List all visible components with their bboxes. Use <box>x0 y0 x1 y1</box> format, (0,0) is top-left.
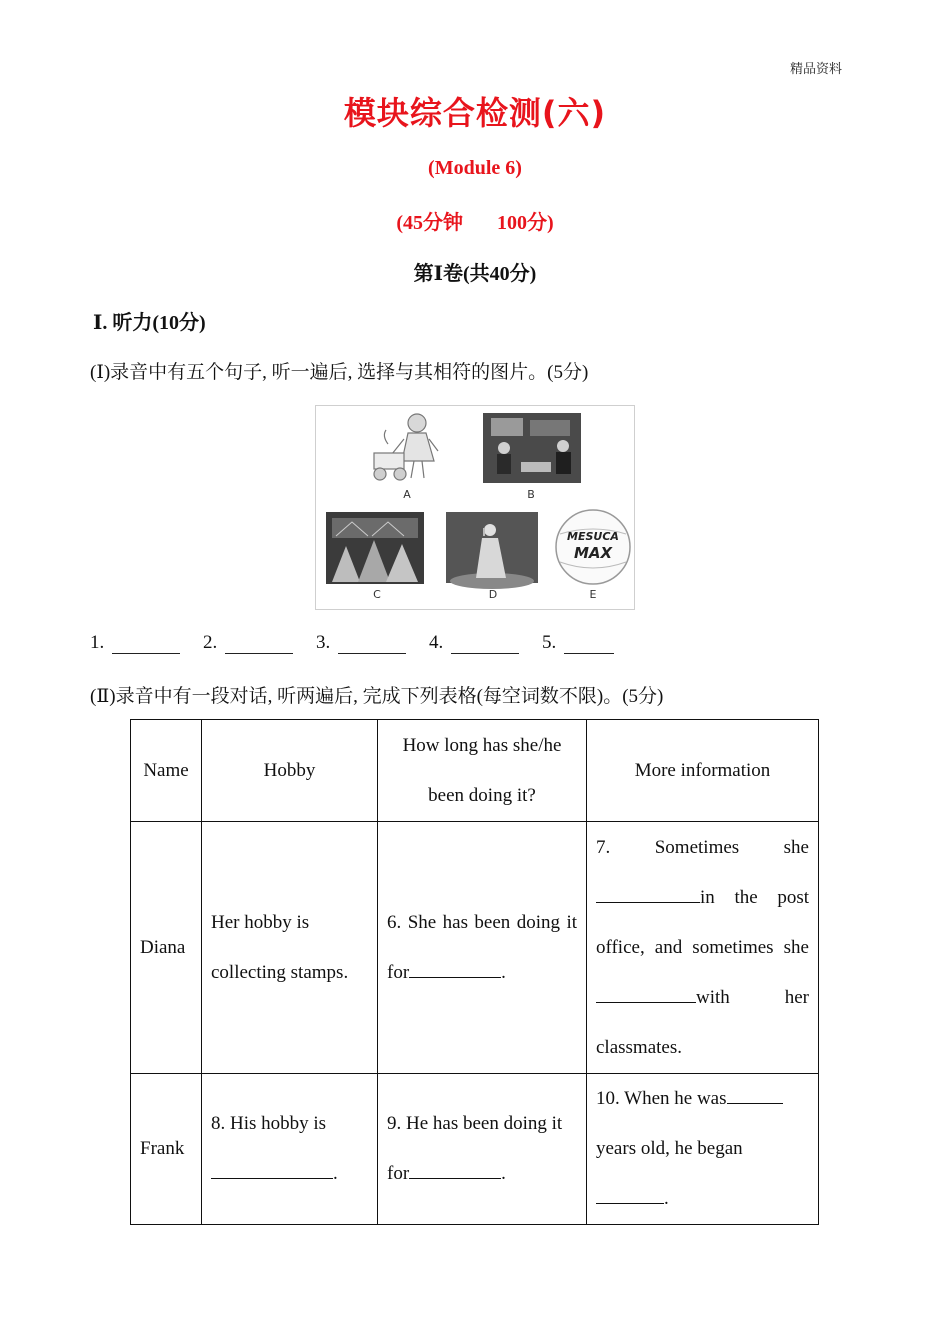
picture-label-d: D <box>488 588 498 601</box>
blank-10b[interactable] <box>596 1187 664 1204</box>
part-heading: 第Ⅰ卷(共40分) <box>413 263 537 285</box>
cell-more-info: 7. Sometimes she in the post office, and sometimes she with her classmates. <box>587 822 819 1074</box>
picture-label-b: B <box>527 488 535 501</box>
picture-e <box>556 510 630 584</box>
part2-instruction: (Ⅱ)录音中有一段对话, 听两遍后, 完成下列表格(每空词数不限)。(5分) <box>90 686 664 707</box>
blank-8[interactable] <box>211 1162 333 1179</box>
hobby-table <box>130 719 819 1225</box>
blank-7b[interactable] <box>596 986 696 1003</box>
answer-blank-1[interactable] <box>112 635 180 654</box>
picture-d <box>446 512 538 589</box>
part1-instruction: (Ⅰ)录音中有五个句子, 听一遍后, 选择与其相符的图片。(5分) <box>90 362 589 383</box>
blank-10a[interactable] <box>727 1087 783 1104</box>
picture-illustrations <box>316 406 634 609</box>
header-more-info: More information <box>587 720 819 822</box>
answer-item: 3. <box>316 632 406 654</box>
svg-text:MAX: MAX <box>573 544 613 562</box>
cell-name: Frank <box>131 1074 202 1225</box>
total-score: 100分) <box>497 212 554 234</box>
picture-panel <box>315 405 635 610</box>
cell-hobby: Her hobby is collecting stamps. <box>202 822 378 1074</box>
picture-b <box>483 413 581 483</box>
answer-item: 2. <box>203 632 293 654</box>
blank-6[interactable] <box>409 961 501 978</box>
answer-item: 4. <box>429 632 519 654</box>
table-header-row <box>131 720 819 822</box>
svg-text:MESUCA: MESUCA <box>567 530 619 543</box>
corner-label: 精品资料 <box>790 62 843 77</box>
cell-hobby: 8. His hobby is . <box>202 1074 378 1225</box>
cell-name: Diana <box>131 822 202 1074</box>
header-how-long: How long has she/he been doing it? <box>378 720 587 822</box>
cell-how-long: 6. She has been doing it for . <box>378 822 587 1074</box>
module-subtitle: (Module 6) <box>428 157 522 179</box>
picture-a <box>374 414 438 480</box>
answer-item: 5. <box>542 632 614 654</box>
picture-label-c: C <box>373 588 381 601</box>
section-heading: Ⅰ. 听力(10分) <box>93 312 206 334</box>
answer-blank-3[interactable] <box>338 635 406 654</box>
header-hobby: Hobby <box>202 720 378 822</box>
answer-blank-5[interactable] <box>564 635 614 654</box>
header-name: Name <box>131 720 202 822</box>
cell-how-long: 9. He has been doing it for . <box>378 1074 587 1225</box>
table-row <box>131 1074 819 1225</box>
picture-c <box>326 512 424 584</box>
picture-label-e: E <box>589 588 597 601</box>
page-title: 模块综合检测(六) <box>343 94 607 132</box>
blank-7a[interactable] <box>596 886 700 903</box>
blank-9[interactable] <box>409 1162 501 1179</box>
time-score-line <box>0 206 950 235</box>
table-row <box>131 822 819 1074</box>
cell-more-info: 10. When he was years old, he began. <box>587 1074 819 1225</box>
answer-blank-4[interactable] <box>451 635 519 654</box>
time-limit: (45分钟 <box>396 212 463 234</box>
answer-blank-2[interactable] <box>225 635 293 654</box>
answer-item: 1. <box>90 632 180 654</box>
answer-blanks <box>90 632 632 654</box>
picture-label-a: A <box>403 488 411 501</box>
